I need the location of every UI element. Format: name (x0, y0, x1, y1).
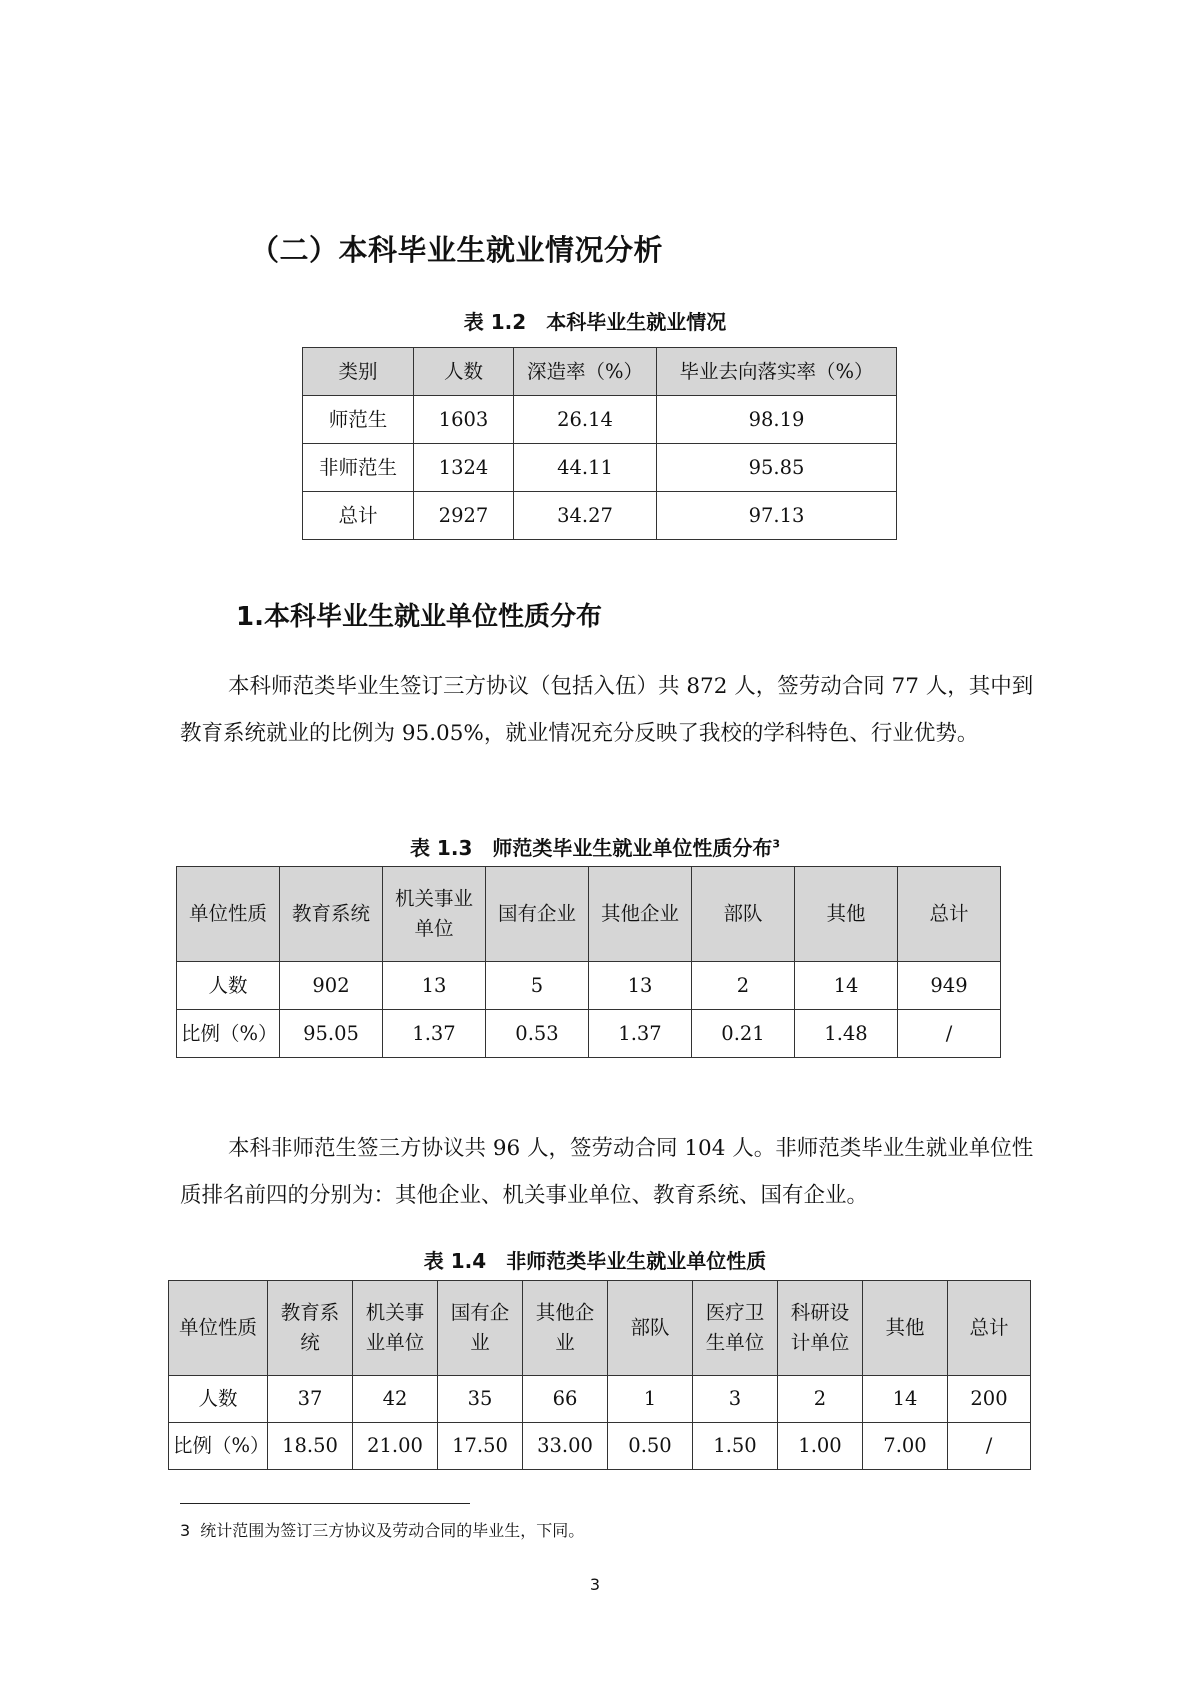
table-cell: 比例（%） (169, 1423, 268, 1470)
table-cell: 1.00 (778, 1423, 863, 1470)
table-cell: 5 (486, 962, 589, 1010)
footnote-number: 3 (180, 1521, 191, 1540)
paragraph-text: 本科非师范生签三方协议共 96 人，签劳动合同 104 人。非师范类毕业生就业单位性质排名前四的分别为：其他企业、机关事业单位、教育系统、国有企业。 (180, 1136, 1034, 1208)
table-cell: 1324 (414, 444, 514, 492)
table-cell: 200 (948, 1376, 1031, 1423)
table-row (303, 396, 897, 444)
header-cell: 国有企业 (486, 867, 589, 962)
table-1-3-caption (0, 832, 1190, 861)
table-cell: 21.00 (353, 1423, 438, 1470)
table-cell: 98.19 (657, 396, 897, 444)
header-cell: 教育系统 (280, 867, 383, 962)
table-cell: 0.53 (486, 1010, 589, 1058)
footnote-text: 统计范围为签订三方协议及劳动合同的毕业生，下同。 (200, 1521, 585, 1540)
table-cell: 13 (383, 962, 486, 1010)
header-cell: 类别 (303, 348, 414, 396)
table-cell: 902 (280, 962, 383, 1010)
paragraph-normal-graduates (180, 663, 1040, 757)
table-cell: 3 (693, 1376, 778, 1423)
header-cell: 其他 (795, 867, 898, 962)
table-cell: 人数 (169, 1376, 268, 1423)
table-cell: 7.00 (863, 1423, 948, 1470)
header-cell: 毕业去向落实率（%） (657, 348, 897, 396)
header-cell: 教育系统 (268, 1281, 353, 1376)
table-cell: 1.37 (383, 1010, 486, 1058)
table-cell: 37 (268, 1376, 353, 1423)
table-cell: 1603 (414, 396, 514, 444)
caption-text: 表 1.3 师范类毕业生就业单位性质分布 (409, 836, 773, 860)
table-row (303, 444, 897, 492)
footnote-ref: 3 (772, 837, 781, 851)
header-cell: 国有企业 (438, 1281, 523, 1376)
table-cell: 44.11 (514, 444, 657, 492)
table-cell: 17.50 (438, 1423, 523, 1470)
table-cell: 14 (863, 1376, 948, 1423)
table-row (169, 1423, 1031, 1470)
table-cell: 师范生 (303, 396, 414, 444)
header-cell: 其他企业 (523, 1281, 608, 1376)
table-cell: 1.37 (589, 1010, 692, 1058)
table-cell: / (898, 1010, 1001, 1058)
table-cell: 1.48 (795, 1010, 898, 1058)
table-cell: 42 (353, 1376, 438, 1423)
header-cell: 科研设计单位 (778, 1281, 863, 1376)
table-row (177, 962, 1001, 1010)
table-cell: 2 (778, 1376, 863, 1423)
table-cell: 总计 (303, 492, 414, 540)
header-cell: 总计 (898, 867, 1001, 962)
table-1-2 (302, 347, 897, 540)
table-1-4 (168, 1280, 1031, 1470)
table-1-3 (176, 866, 1001, 1058)
header-cell: 总计 (948, 1281, 1031, 1376)
table-cell: 18.50 (268, 1423, 353, 1470)
table-1-2-caption: 表 1.2 本科毕业生就业情况 (463, 310, 727, 334)
table-cell: 人数 (177, 962, 280, 1010)
subheading-unit-distribution: 1.本科毕业生就业单位性质分布 (236, 602, 602, 632)
footnote (180, 1518, 584, 1541)
header-cell: 人数 (414, 348, 514, 396)
table-cell: 26.14 (514, 396, 657, 444)
table-header-row (177, 867, 1001, 962)
table-cell: / (948, 1423, 1031, 1470)
table-cell: 非师范生 (303, 444, 414, 492)
paragraph-non-normal-graduates (180, 1125, 1040, 1219)
table-cell: 97.13 (657, 492, 897, 540)
table-cell: 33.00 (523, 1423, 608, 1470)
table-cell: 66 (523, 1376, 608, 1423)
header-cell: 医疗卫生单位 (693, 1281, 778, 1376)
table-header-row (169, 1281, 1031, 1376)
page-number: 3 (589, 1575, 601, 1594)
table-cell: 35 (438, 1376, 523, 1423)
table-cell: 0.21 (692, 1010, 795, 1058)
header-cell: 部队 (608, 1281, 693, 1376)
header-cell: 部队 (692, 867, 795, 962)
table-cell: 949 (898, 962, 1001, 1010)
header-cell: 深造率（%） (514, 348, 657, 396)
table-cell: 95.05 (280, 1010, 383, 1058)
table-cell: 95.85 (657, 444, 897, 492)
header-cell: 其他 (863, 1281, 948, 1376)
header-cell: 单位性质 (169, 1281, 268, 1376)
table-cell: 2 (692, 962, 795, 1010)
table-row (177, 1010, 1001, 1058)
header-cell: 单位性质 (177, 867, 280, 962)
table-header-row (303, 348, 897, 396)
table-cell: 34.27 (514, 492, 657, 540)
paragraph-text: 本科师范类毕业生签订三方协议（包括入伍）共 872 人，签劳动合同 77 人，其中到教育系统就业的比例为 95.05%，就业情况充分反映了我校的学科特色、行业优势。 (180, 674, 1034, 746)
table-cell: 13 (589, 962, 692, 1010)
footnote-divider (180, 1503, 470, 1504)
table-cell: 2927 (414, 492, 514, 540)
table-row (169, 1376, 1031, 1423)
header-cell: 其他企业 (589, 867, 692, 962)
table-cell: 0.50 (608, 1423, 693, 1470)
table-cell: 1 (608, 1376, 693, 1423)
table-cell: 比例（%） (177, 1010, 280, 1058)
table-cell: 1.50 (693, 1423, 778, 1470)
header-cell: 机关事业单位 (383, 867, 486, 962)
table-row (303, 492, 897, 540)
section-heading: （二）本科毕业生就业情况分析 (250, 233, 664, 267)
table-cell: 14 (795, 962, 898, 1010)
header-cell: 机关事业单位 (353, 1281, 438, 1376)
table-1-4-caption: 表 1.4 非师范类毕业生就业单位性质 (423, 1249, 767, 1273)
